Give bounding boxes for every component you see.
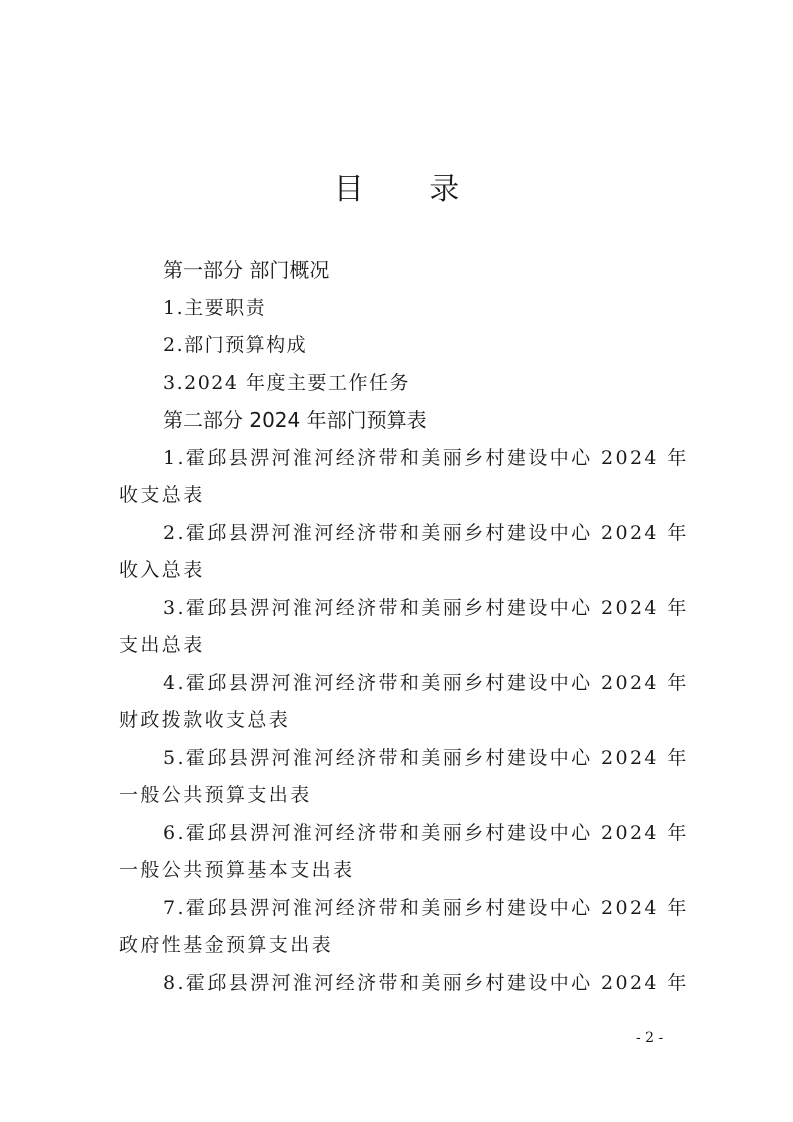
part1-heading: 第一部分 部门概况 <box>163 258 330 282</box>
toc-item-continuation: 收支总表 <box>119 484 205 506</box>
toc-item-continuation: 收入总表 <box>119 559 205 581</box>
toc-item-continuation: 一般公共预算支出表 <box>119 784 312 806</box>
toc-item: 2.霍邱县淠河淮河经济带和美丽乡村建设中心 2024 年 <box>163 521 689 544</box>
table-of-contents <box>119 252 689 1002</box>
toc-item-continuation: 政府性基金预算支出表 <box>119 934 334 956</box>
toc-item: 1.霍邱县淠河淮河经济带和美丽乡村建设中心 2024 年 <box>163 446 689 469</box>
toc-item: 5.霍邱县淠河淮河经济带和美丽乡村建设中心 2024 年 <box>163 746 689 769</box>
toc-item: 4.霍邱县淠河淮河经济带和美丽乡村建设中心 2024 年 <box>163 671 689 694</box>
toc-item: 3.2024 年度主要工作任务 <box>163 371 411 394</box>
toc-item: 2.部门预算构成 <box>163 334 308 356</box>
part2-heading: 第二部分 2024 年部门预算表 <box>163 408 427 432</box>
toc-title: 目 录 <box>333 172 488 207</box>
toc-item: 3.霍邱县淠河淮河经济带和美丽乡村建设中心 2024 年 <box>163 596 689 619</box>
toc-item-continuation: 支出总表 <box>119 634 205 656</box>
toc-item: 8.霍邱县淠河淮河经济带和美丽乡村建设中心 2024 年 <box>163 971 689 994</box>
toc-item: 6.霍邱县淠河淮河经济带和美丽乡村建设中心 2024 年 <box>163 821 689 844</box>
toc-item-continuation: 一般公共预算基本支出表 <box>119 859 355 881</box>
toc-item: 1.主要职责 <box>163 296 267 319</box>
toc-item-continuation: 财政拨款收支总表 <box>119 709 291 731</box>
page-number: - 2 - <box>636 1030 664 1046</box>
toc-item: 7.霍邱县淠河淮河经济带和美丽乡村建设中心 2024 年 <box>163 896 689 919</box>
